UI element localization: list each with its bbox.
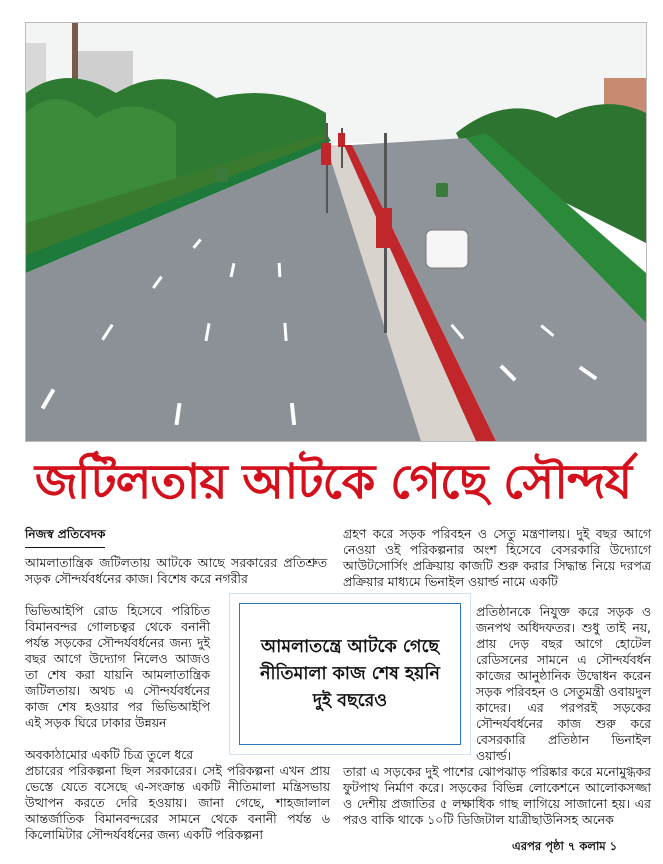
body-column-1-intro: আমলাতান্ত্রিক জটিলতায় আটকে আছে সরকারের প্রতিশ্রুত সড়ক সৌন্দর্যবর্ধনের কাজ। বিশেষ করে নগরীর — [25, 555, 327, 586]
body-column-1-wrap-end: অবকাঠামোর একটি চিত্র তুলে ধরে — [25, 747, 194, 762]
body-column-1-lower: প্রচারের পরিকল্পনা ছিল সরকারের। সেই পরিকল্পনা এখন প্রায় ভেস্তে যেতে বসেছে এ-সংক্রান্ত একটি নীতিমালা মন্ত্রিসভায় উত্থাপন করতে দেরি হওয়ায়। জানা গেছে, শাহজালাল আন্তর্জাতিক বিমানবন্দরের সামনে থেকে বনানী পর্যন্ত ৬ কিলোমিটার সৌন্দর্যবর্ধনের জন্য একটি পরিকল্পনা — [25, 763, 330, 842]
headline: জটিলতায় আটকে গেছে সৌন্দর্য — [34, 454, 632, 510]
body-column-2-top: গ্রহণ করে সড়ক পরিবহন ও সেতু মন্ত্রণালয়। দুই বছর আগে নেওয়া ওই পরিকল্পনার অংশ হিসেবে বেসরকারি উদ্যোগে আউটসোর্সিং প্রক্রিয়ায় কাজটি শুরু করার সিদ্ধান্ত নিয়ে দরপত্র প্রক্রিয়ার মাধ্যমে ভিনাইল ওয়ার্ল্ড নামে একটি — [343, 526, 651, 589]
body-column-2-lower: তারা এ সড়কের দুই পাশের ঝোপঝাড় পরিষ্কার করে মনোমুগ্ধকর ফুটপাথ নির্মাণ করে। সড়কের বিভিন্ন লোকেশনে আলোকসজ্জা ও দেশীয় প্রজাতির ৫ লক্ষাধিক গাছ লাগিয়ে সাজানো হয়। এর পরও বাকি থাকে ১০টি ডিজিটাল যাত্রীছাউনিসহ অনেক — [343, 764, 651, 827]
road-photo — [25, 22, 647, 442]
byline: নিজস্ব প্রতিবেদক — [25, 526, 105, 548]
body-column-2-wrap: প্রতিষ্ঠানকে নিযুক্ত করে সড়ক ও জনপথ অধিদফতর। শুধু তাই নয়, প্রায় দেড় বছর আগে হোটেল রেডিসনের সামনে এ সৌন্দর্যবর্ধন কাজের আনুষ্ঠানিক উদ্বোধন করেন সড়ক পরিবহন ও সেতুমন্ত্রী ওবায়দুল কাদের। এর পরপরই সড়কের সৌন্দর্যবর্ধনের কাজ শুরু করে বেসরকারি প্রতিষ্ঠান ভিনাইল ওয়ার্ল্ড। — [476, 604, 651, 763]
body-column-1-wrap: ভিভিআইপি রোড হিসেবে পরিচিত বিমানবন্দর গোলচত্বর থেকে বনানী পর্যন্ত সড়কের সৌন্দর্যবর্ধনের জন্য দুই বছর আগে উদ্যোগ নিলেও আজও তা শেষ করা যায়নি আমলাতান্ত্রিক জটিলতায়। অথচ এ সৌন্দর্যবর্ধনের কাজ শেষ হওয়ার পর ভিভিআইপি এই সড়ক ঘিরে ঢাকার উন্নয়ন — [25, 603, 210, 730]
continuation-note: এরপর পৃষ্ঠা ৭ কলাম ১ — [512, 839, 618, 853]
pullquote-text: আমলাতন্ত্রে আটকে গেছে নীতিমালা কাজ শেষ হয়নি দুই বছরেও — [260, 636, 440, 711]
pullquote-box — [239, 603, 461, 745]
